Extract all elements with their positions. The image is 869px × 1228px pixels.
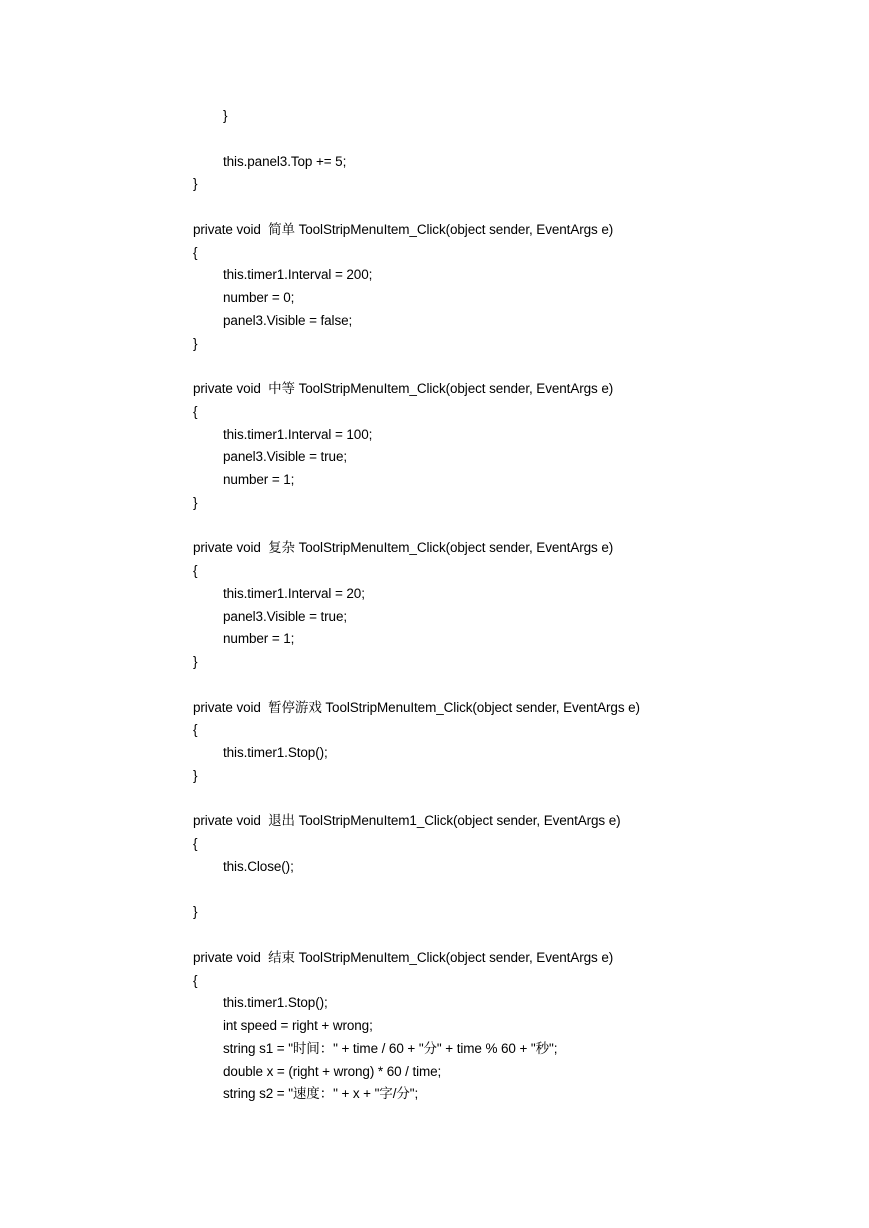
code-line: } — [193, 176, 198, 192]
blank-line — [193, 196, 813, 219]
code-line: } — [193, 335, 198, 351]
code-line: { — [193, 403, 198, 419]
code-line: panel3.Visible = true; — [223, 608, 348, 624]
blank-line — [193, 879, 813, 902]
code-line: } — [193, 494, 198, 510]
code-line: } — [193, 904, 198, 920]
blank-line — [193, 788, 813, 811]
code-line: this.Close(); — [223, 858, 294, 874]
blank-line — [193, 924, 813, 947]
code-line: } — [193, 767, 198, 783]
code-line: private void 暂停游戏 ToolStripMenuItem_Click(object sender, EventArgs e) — [193, 699, 640, 715]
code-listing — [193, 105, 813, 1106]
code-line: private void 复杂 ToolStripMenuItem_Click(object sender, EventArgs e) — [193, 540, 614, 556]
code-line: private void 中等 ToolStripMenuItem_Click(object sender, EventArgs e) — [193, 381, 614, 396]
blank-line — [193, 674, 813, 697]
code-line: private void 退出 ToolStripMenuItem1_Click(object sender, EventArgs e) — [193, 813, 621, 829]
code-line: { — [193, 244, 198, 260]
code-line: this.timer1.Interval = 20; — [223, 585, 365, 601]
code-line: string s2 = "速度：" + x + "字/分"; — [223, 1086, 419, 1102]
code-line: this.timer1.Interval = 200; — [223, 267, 373, 283]
code-line: private void 简单 ToolStripMenuItem_Click(object sender, EventArgs e) — [193, 221, 614, 237]
code-line: this.timer1.Interval = 100; — [223, 426, 373, 442]
code-line: this.panel3.Top += 5; — [223, 153, 347, 169]
code-line: number = 1; — [223, 472, 295, 487]
blank-line — [193, 128, 813, 151]
code-line: double x = (right + wrong) * 60 / time; — [223, 1063, 442, 1079]
code-line: number = 1; — [223, 631, 295, 647]
code-line: } — [193, 654, 198, 669]
code-line: panel3.Visible = true; — [223, 449, 348, 465]
code-line: int speed = right + wrong; — [223, 1018, 373, 1033]
code-line: this.timer1.Stop(); — [223, 995, 328, 1011]
code-line: { — [193, 563, 198, 578]
code-line: private void 结束 ToolStripMenuItem_Click(object sender, EventArgs e) — [193, 949, 614, 965]
code-line: { — [193, 972, 198, 988]
code-line: string s1 = "时间：" + time / 60 + "分" + time % 60 + "秒"; — [223, 1040, 558, 1056]
blank-line — [193, 355, 813, 378]
code-line: } — [223, 108, 228, 123]
blank-line — [193, 515, 813, 538]
code-line: number = 0; — [223, 290, 295, 305]
code-line: { — [193, 722, 198, 738]
code-line: panel3.Visible = false; — [223, 312, 353, 328]
code-line: { — [193, 836, 198, 851]
code-line: this.timer1.Stop(); — [223, 745, 328, 760]
